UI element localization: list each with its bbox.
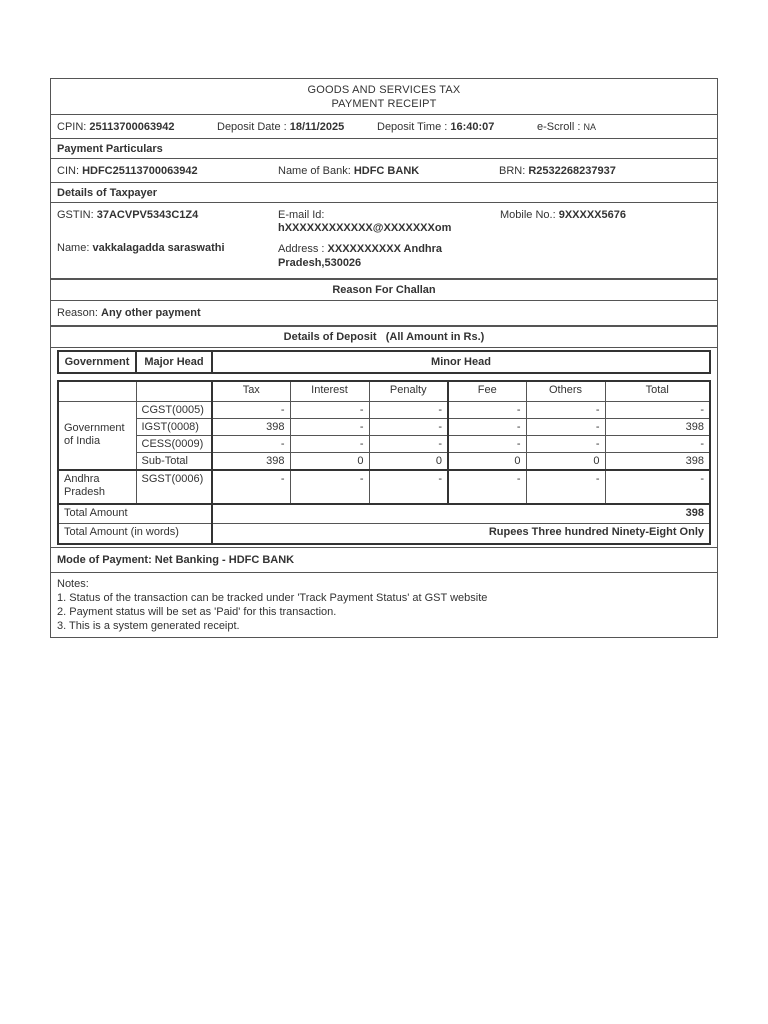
address-value-2: Pradesh,530026 [278,257,362,269]
col-government: Government [58,351,136,373]
table-row [58,401,710,418]
sgst-tax: - [212,470,290,504]
escroll-value: NA [583,121,596,132]
sgst-penalty: - [369,470,448,504]
mode-label: Mode of Payment: [57,553,152,566]
deposit-time-value: 16:40:07 [450,120,495,133]
email-value: hXXXXXXXXXXXX@XXXXXXXom [278,222,452,234]
cin-value: HDFC25113700063942 [82,164,198,177]
cess-tax: - [212,435,290,452]
subtotal-interest: 0 [290,452,369,470]
cin-label: CIN: [57,164,79,177]
brn-value: R2532268237937 [528,164,616,177]
cess-interest: - [290,435,369,452]
subtotal-fee: 0 [448,452,526,470]
total-words-label: Total Amount (in words) [58,524,212,544]
brn-label: BRN: [499,164,526,177]
sub-header-row [58,381,710,401]
sub-header-interest: Interest [290,381,369,401]
major-head-cgst: CGST(0005) [136,401,212,418]
email-label: E-mail Id: [278,209,325,221]
deposit-unit-note: (All Amount in Rs.) [385,331,485,343]
major-head-sgst: SGST(0006) [136,470,212,504]
cgst-penalty: - [369,401,448,418]
subtotal-others: 0 [526,452,605,470]
sub-header-total: Total [605,381,710,401]
sgst-interest: - [290,470,369,504]
reason-value: Any other payment [101,307,201,319]
header-line-1: GOODS AND SERVICES TAX [307,84,461,96]
address-value-1: XXXXXXXXXX Andhra [327,243,443,255]
igst-total: 398 [605,418,710,435]
deposit-heading [51,326,717,348]
col-major-head: Major Head [136,351,212,373]
col-minor-head: Minor Head [212,351,710,373]
sgst-total: - [605,470,710,504]
cess-total: - [605,435,710,452]
sub-header-fee: Fee [448,381,526,401]
total-words-value: Rupees Three hundred Ninety-Eight Only [212,524,710,544]
sub-total-label: Sub-Total [136,452,212,470]
notes-section [51,573,717,637]
bank-value: HDFC BANK [353,164,420,177]
gstin-value: 37ACVPV5343C1Z4 [96,209,199,221]
deposit-time-label: Deposit Time : [377,120,448,133]
igst-others: - [526,418,605,435]
payment-receipt [50,78,718,638]
mobile-label: Mobile No.: [500,209,556,221]
table-row [58,452,710,470]
gov-india-cell: Government of India [58,401,136,470]
table-row [58,435,710,452]
challan-reason-row [51,301,717,326]
cgst-fee: - [448,401,526,418]
note-item: 3. This is a system generated receipt. [57,619,240,632]
subtotal-penalty: 0 [369,452,448,470]
taxpayer-details [51,203,717,279]
total-amount-label: Total Amount [58,504,212,524]
sub-header-others: Others [526,381,605,401]
payment-particulars-row [51,159,717,183]
total-amount-value: 398 [212,504,710,524]
note-item: 2. Payment status will be set as 'Paid' for this transaction. [57,605,337,618]
deposit-header-table [57,350,711,374]
mode-of-payment-row [51,547,717,573]
subtotal-total: 398 [605,452,710,470]
challan-heading: Reason For Challan [51,279,717,301]
cgst-tax: - [212,401,290,418]
gov-state-cell: Andhra Pradesh [58,470,136,504]
igst-interest: - [290,418,369,435]
total-words-row [58,524,710,544]
major-head-cess: CESS(0009) [136,435,212,452]
mode-value: Net Banking - HDFC BANK [154,553,295,566]
deposit-amount-table [57,380,711,545]
deposit-date-value: 18/11/2025 [289,120,345,133]
cpin-value: 25113700063942 [89,120,175,133]
payment-particulars-heading: Payment Particulars [51,139,717,159]
deposit-date-label: Deposit Date : [217,120,287,133]
sub-header-tax: Tax [212,381,290,401]
cess-others: - [526,435,605,452]
mobile-value: 9XXXXX5676 [558,209,626,221]
igst-tax: 398 [212,418,290,435]
header-line-2: PAYMENT RECEIPT [331,98,437,110]
notes-heading: Notes: [57,577,89,590]
name-label: Name: [57,242,90,254]
bank-label: Name of Bank: [278,164,351,177]
cgst-interest: - [290,401,369,418]
cgst-total: - [605,401,710,418]
sub-header-penalty: Penalty [369,381,448,401]
taxpayer-heading: Details of Taxpayer [51,183,717,203]
igst-penalty: - [369,418,448,435]
major-head-igst: IGST(0008) [136,418,212,435]
cess-fee: - [448,435,526,452]
deposit-table-area [51,348,717,547]
cpin-label: CPIN: [57,120,87,133]
reason-label: Reason: [57,307,98,319]
cess-penalty: - [369,435,448,452]
escroll-label: e-Scroll : [537,120,581,133]
address-label: Address : [278,243,325,255]
note-item: 1. Status of the transaction can be tracked under 'Track Payment Status' at GST website [57,591,488,604]
igst-fee: - [448,418,526,435]
name-value: vakkalagadda saraswathi [92,242,225,254]
receipt-header [51,79,717,115]
cpin-row [51,115,717,139]
cgst-others: - [526,401,605,418]
sgst-fee: - [448,470,526,504]
gstin-label: GSTIN: [57,209,94,221]
table-row [58,418,710,435]
deposit-heading-label: Details of Deposit [283,331,377,343]
subtotal-tax: 398 [212,452,290,470]
total-amount-row [58,504,710,524]
table-row [58,470,710,504]
sgst-others: - [526,470,605,504]
